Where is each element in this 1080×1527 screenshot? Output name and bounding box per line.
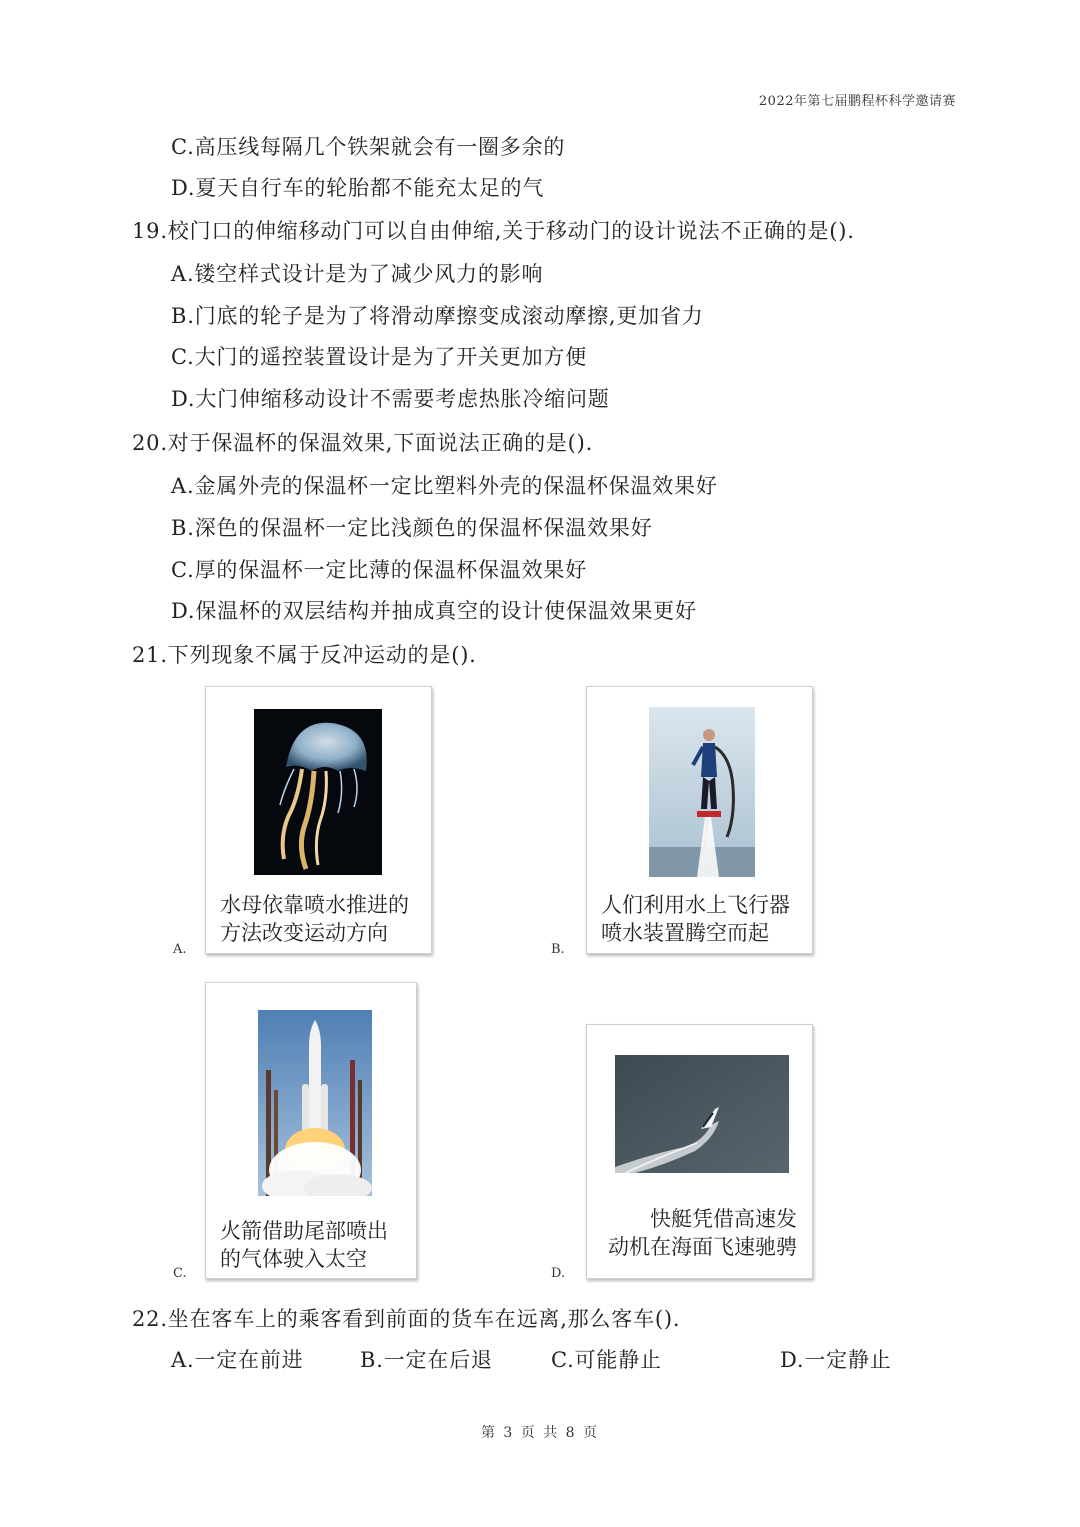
q22-option-c: C.可能静止	[551, 1348, 662, 1372]
q19-option-d: D.大门伸缩移动设计不需要考虑热胀冷缩问题	[171, 387, 610, 411]
q18-option-d: D.夏天自行车的轮胎都不能充太足的气	[171, 176, 545, 200]
q21-card-b-caption-line1: 人们利用水上飞行器	[601, 893, 790, 917]
q20-option-a: A.金属外壳的保温杯一定比塑料外壳的保温杯保温效果好	[171, 474, 718, 498]
q21-option-b-letter: B.	[551, 942, 565, 957]
q21-option-c-letter: C.	[173, 1266, 187, 1281]
q21-card-d	[586, 1024, 813, 1279]
q21-stem: 21.下列现象不属于反冲运动的是().	[132, 643, 477, 667]
q21-card-b	[586, 686, 813, 954]
q19-option-b: B.门底的轮子是为了将滑动摩擦变成滚动摩擦,更加省力	[171, 304, 704, 328]
q22-option-d: D.一定静止	[780, 1348, 892, 1372]
q21-card-d-caption-line2: 动机在海面飞速驰骋	[608, 1235, 797, 1259]
q20-option-b: B.深色的保温杯一定比浅颜色的保温杯保温效果好	[171, 516, 653, 540]
q21-card-a	[205, 686, 432, 954]
page-footer: 第 3 页 共 8 页	[480, 1425, 600, 1441]
q21-card-c	[205, 982, 417, 1279]
jellyfish-photo	[254, 709, 382, 875]
q22-option-a: A.一定在前进	[171, 1348, 304, 1372]
rocket-launch-photo	[258, 1010, 372, 1196]
q21-option-d-letter: D.	[551, 1266, 566, 1281]
speedboat-photo	[615, 1055, 789, 1173]
q21-card-c-caption-line1: 火箭借助尾部喷出	[220, 1219, 388, 1243]
q21-option-a-letter: A.	[173, 942, 187, 957]
q21-card-c-caption-line2: 的气体驶入太空	[220, 1247, 367, 1271]
q19-option-a: A.镂空样式设计是为了减少风力的影响	[171, 262, 544, 286]
q21-card-a-caption-line1: 水母依靠喷水推进的	[220, 893, 409, 917]
q20-stem: 20.对于保温杯的保温效果,下面说法正确的是().	[132, 431, 594, 455]
q22-stem: 22.坐在客车上的乘客看到前面的货车在远离,那么客车().	[132, 1307, 681, 1331]
q18-option-c: C.高压线每隔几个铁架就会有一圈多余的	[171, 135, 566, 159]
q19-option-c: C.大门的遥控装置设计是为了开关更加方便	[171, 345, 587, 369]
q21-card-d-caption-line1: 快艇凭借高速发	[650, 1207, 797, 1231]
q22-option-b: B.一定在后退	[360, 1348, 493, 1372]
q20-option-c: C.厚的保温杯一定比薄的保温杯保温效果好	[171, 558, 587, 582]
q20-option-d: D.保温杯的双层结构并抽成真空的设计使保温效果更好	[171, 599, 697, 623]
flyboard-photo	[649, 707, 755, 877]
q19-stem: 19.校门口的伸缩移动门可以自由伸缩,关于移动门的设计说法不正确的是().	[132, 219, 855, 243]
exam-header-title: 2022年第七届鹏程杯科学邀请赛	[758, 94, 956, 109]
q21-card-b-caption-line2: 喷水装置腾空而起	[601, 921, 769, 945]
q21-card-a-caption-line2: 方法改变运动方向	[220, 921, 388, 945]
